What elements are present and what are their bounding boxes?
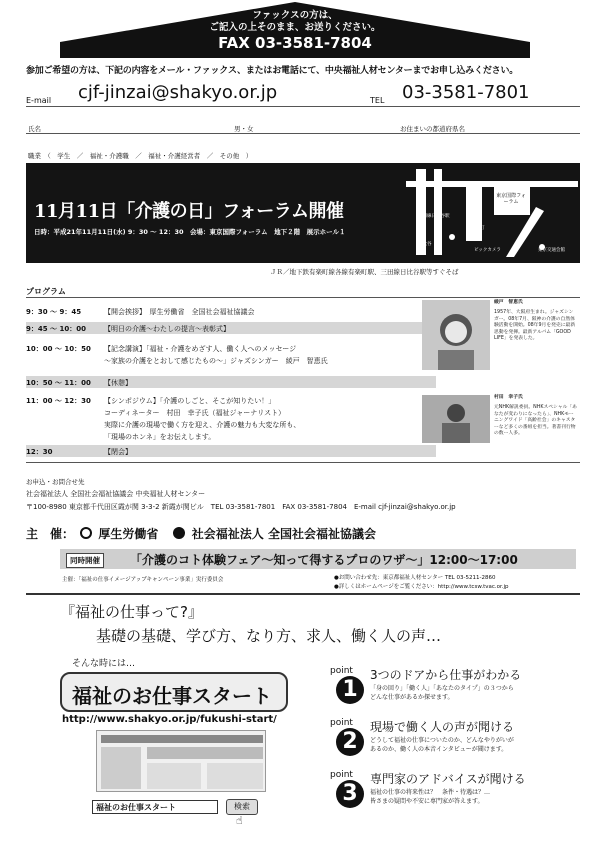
- fax-line2: ご記入の上そのまま、お送りください。: [209, 22, 381, 33]
- promo-url[interactable]: http://www.shakyo.or.jp/fukushi-start/: [62, 714, 277, 725]
- point-1-desc2: どんな仕事があるか探せます。: [370, 694, 454, 701]
- email-value[interactable]: cjf-jinzai@shakyo.or.jp: [78, 82, 278, 103]
- map-label-kotsu-kaikan: 東京交通会館: [538, 248, 565, 253]
- simultaneous-web[interactable]: ●詳しくはホームページをご覧ください：http://www.tcsw.tvac.or.jp: [334, 584, 509, 590]
- section-divider: [26, 593, 580, 595]
- program-band: [26, 445, 436, 457]
- map-label-forum: 東京国際フォーラム: [496, 193, 526, 205]
- program-time: 9：30 ～ 9：45: [26, 308, 82, 316]
- intro-text: 参加ご希望の方は、下記の内容をメール・ファックス、またはお電話にて、中央福祉人材センターまでお申し込みください。: [26, 66, 519, 76]
- program-desc: コーディネーター 村田 幸子氏（福祉ジャーナリスト）: [104, 409, 286, 417]
- program-desc: 「現場のホンネ」をお伝えします。: [104, 433, 216, 441]
- program-time: 11：00 ～ 12：30: [26, 397, 91, 405]
- simultaneous-event: [60, 549, 576, 569]
- host-label: 主 催：: [26, 527, 75, 541]
- form-name-line: [26, 133, 580, 134]
- zensharo-logo-icon: [173, 527, 185, 539]
- search-input[interactable]: 福祉のお仕事スタート: [92, 800, 218, 814]
- contact-org: 社会福祉法人 全国社会福祉協議会 中央福祉人材センター: [26, 490, 206, 498]
- fax-line1: ファックスの方は、: [252, 10, 338, 21]
- email-label: E-mail: [26, 96, 52, 105]
- program-time: 9：45 ～ 10：00: [26, 325, 86, 333]
- point-1-heading: 3つのドアから仕事がわかる: [370, 668, 522, 682]
- tel-label: TEL: [370, 96, 385, 105]
- point-2-heading: 現場で働く人の声が聞ける: [370, 720, 515, 734]
- point-number: 1: [336, 676, 364, 704]
- point-2-desc2: あるのか、働く人の本音インタビューが聞けます。: [370, 746, 508, 753]
- host-line: [26, 525, 376, 542]
- bio-murata: 元NHK解説委員。NHKスペシャル「あなたが変わりになったら」、NHKモーニングワイド「高齢社会」のキャスターなど多くの番組を担当。著書刊行物の数ー人多。: [494, 405, 577, 436]
- point-3-desc2: 皆さまの疑問や不安に専門家が答えます。: [370, 798, 484, 805]
- speaker-photo-ayado: [422, 300, 490, 370]
- bio-name-murata: 村田 幸子氏: [494, 395, 523, 400]
- point-number: 2: [336, 728, 364, 756]
- program-desc: 実際に介護の現場で働く方を迎え、介護の魅力も大変な所も、: [104, 421, 301, 429]
- event-banner: [26, 163, 580, 263]
- speaker-photo-murata: [422, 395, 490, 443]
- contact-address: 〒100-8980 東京都千代田区霞が関 3-3-2 新霞が関ビル TEL 03-3581-7801 FAX 03-3581-7804 E-mail cjf-jinzai@shakyo.or.jp: [26, 503, 456, 511]
- point-label: point: [330, 718, 353, 728]
- logo-text: 福祉のお仕事スタート: [72, 684, 272, 708]
- point-label: point: [330, 666, 353, 676]
- program-time: 12：30: [26, 448, 53, 456]
- program-desc: 【明日の介護～わたしの提言～表彰式】: [104, 325, 230, 333]
- divider: [26, 106, 580, 107]
- point-2-desc1: どうして福祉の仕事についたのか、どんなやりがいが: [370, 737, 514, 744]
- program-desc: 【シンポジウム】「介護のしごと、そこが知りたい！」: [104, 397, 276, 405]
- fax-number: FAX 03-3581-7804: [218, 34, 372, 52]
- promo-tagline1: 『福祉の仕事って?』: [60, 603, 203, 621]
- map-label-hibiya: 日比谷: [418, 242, 432, 247]
- access-info: ＪＲ／地下鉄有楽町線各線有楽町駅、三田線日比谷駅等すぐそば: [270, 268, 459, 276]
- form-prefecture-label: お住まいの都道府県名: [400, 125, 465, 133]
- fax-banner: [60, 2, 530, 58]
- form-gender-label: 男・女: [234, 125, 254, 133]
- point-number: 3: [336, 780, 364, 808]
- program-time: 10：50 ～ 11：00: [26, 379, 91, 387]
- website-screenshot: [96, 730, 266, 792]
- point-1-desc1: 「身の回り」「働く人」「あなたのタイプ」の３つから: [370, 685, 514, 692]
- simultaneous-title: 「介護のコト体験フェア～知って得するプロのワザ～」12:00～17:00: [130, 553, 518, 567]
- program-band: [26, 322, 436, 334]
- simultaneous-sponsor: 主催：「福祉の仕事イメージアップキャンペーン事業」実行委員会: [62, 577, 224, 583]
- promo-tagline3: そんな時には…: [72, 659, 136, 669]
- program-title: プログラム: [26, 287, 66, 296]
- form-job-label: 職業 （ 学生 ／ 福祉・介護職 ／ 福祉・介護経営者 ／ その他 ）: [28, 152, 253, 160]
- map-label-hibiya-station: 三田線日比谷駅: [418, 214, 450, 219]
- simultaneous-tag: 同時開催: [66, 553, 104, 568]
- map-label-yurakucho: 有楽町: [471, 226, 485, 231]
- program-time: 10：00 ～ 10：50: [26, 345, 91, 353]
- program-end-divider: [26, 462, 580, 463]
- bio-ayado: 1957年、大阪府生まれ。ジャズシンガー。08年7月、阪神の介護の自然体験活動を開始。08年9月を発売に最新思動を発揮。最新アルバム「GOOD LIFE」を発表した。: [494, 310, 576, 341]
- simultaneous-inquiry: ●お問い合わせ先：東京都福祉人材センター TEL 03-5211-2860: [334, 575, 496, 581]
- pointer-hand-icon: ☝: [236, 814, 243, 827]
- point-label: point: [330, 770, 353, 780]
- program-desc: 【記念講演】「福祉・介護をめざす人、働く人へのメッセージ: [104, 345, 297, 353]
- point-3-desc1: 福祉の仕事の将来性は？ 条件・待遇は？…: [370, 789, 491, 796]
- promo-tagline2: 基礎の基礎、学び方、なり方、求人、働く人の声…: [96, 627, 442, 645]
- tel-value: 03-3581-7801: [402, 82, 530, 103]
- form-name-label: 氏名: [28, 125, 41, 133]
- point-3-heading: 専門家のアドバイスが聞ける: [370, 772, 526, 786]
- search-button[interactable]: 検索: [226, 799, 258, 815]
- event-info: 日時：平成21年11月11日(水) 9：30 ～ 12：30 会場：東京国際フォーラム 地下２階 展示ホール１: [34, 228, 346, 236]
- fukushi-start-logo: [60, 672, 288, 712]
- program-desc: 【閉会】: [104, 448, 132, 456]
- event-title: 11月11日「介護の日」フォーラム開催: [34, 201, 344, 222]
- bio-name-ayado: 綾戸 智恵氏: [494, 300, 523, 305]
- program-desc: 【休憩】: [104, 379, 132, 387]
- program-desc: 【開会挨拶】 厚生労働省 全国社会福祉協議会: [104, 308, 255, 316]
- program-divider: [26, 297, 580, 298]
- program-desc: ～家族の介護をとおして感じたもの～」ジャズシンガー 綾戸 智恵氏: [104, 357, 328, 365]
- host-org1: 厚生労働省: [98, 527, 159, 541]
- mhlw-logo-icon: [80, 527, 92, 539]
- map-label-biccamera: ビックカメラ: [474, 248, 501, 253]
- contact-label: お申込・お問合せ先: [26, 478, 85, 486]
- host-org2: 社会福祉法人 全国社会福祉協議会: [191, 527, 376, 541]
